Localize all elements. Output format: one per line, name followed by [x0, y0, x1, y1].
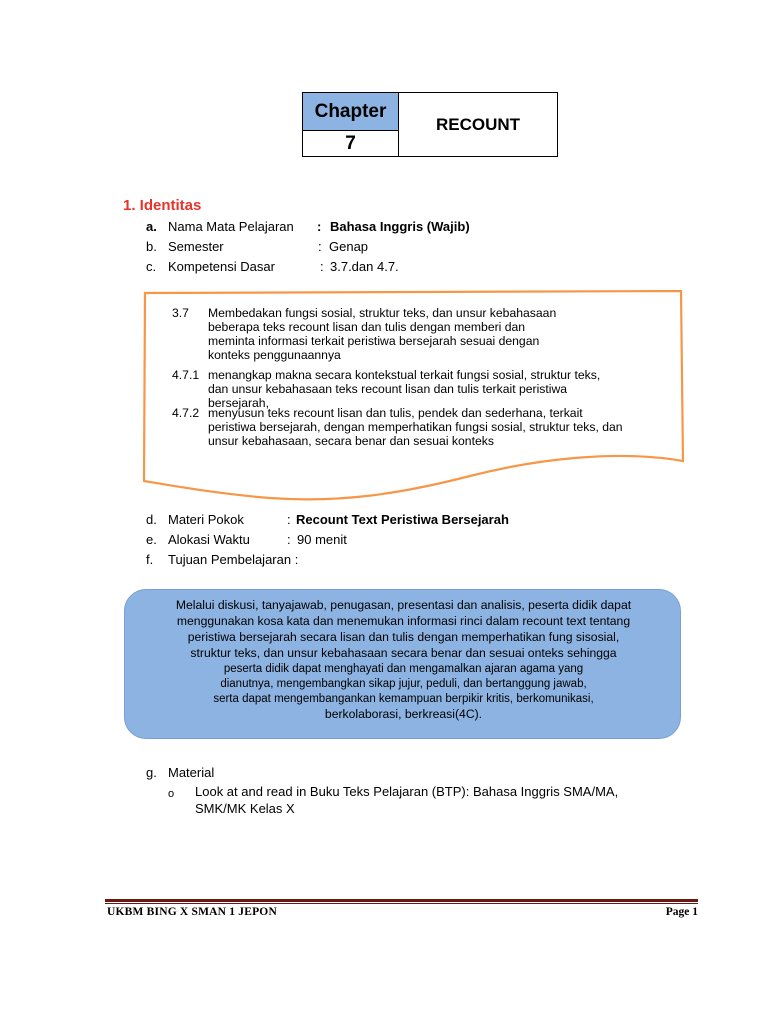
goal-line: peserta didik dapat menghayati dan mengamalkan ajaran agama yang: [223, 663, 584, 675]
identity-row: [0, 238, 768, 256]
goal-line: dianutnya, mengembangkan sikap jujur, peduli, dan bertanggung jawab,: [220, 678, 587, 690]
goal-line: menggunakan kosa kata dan menemukan informasi rinci dalam recount text tentang: [176, 614, 631, 628]
kd-line: meminta informasi terkait peristiwa bersejarah sesuai dengan: [208, 334, 540, 348]
material-line: Look at and read in Buku Teks Pelajaran (BTP): Bahasa Inggris SMA/MA,: [195, 784, 619, 799]
material-row: [0, 764, 768, 782]
kd-line: menangkap makna secara kontekstual terkait fungsi sosial, struktur teks,: [208, 368, 601, 382]
bullet-icon: o: [168, 788, 175, 800]
kd-line: dan unsur kebahasaan teks recount lisan dan tulis terkait peristiwa: [208, 382, 568, 396]
chapter-header-box: [302, 92, 558, 157]
kd-line: bersejarah,: [208, 396, 269, 410]
material-line: SMK/MK Kelas X: [195, 801, 295, 816]
footer-page-number: Page 1: [665, 906, 698, 918]
item-value: 3.7.dan 4.7.: [330, 259, 399, 274]
material-reference: [195, 783, 618, 817]
goal-line: peristiwa bersejarah secara lisan dan tulis dengan memperhatikan fung sisosial,: [187, 630, 620, 644]
item-marker: b.: [146, 239, 157, 254]
footer-course-label: UKBM BING X SMAN 1 JEPON: [107, 906, 277, 918]
item-key: Materi Pokok: [168, 512, 244, 527]
identity-row: [0, 511, 768, 529]
item-key: Semester: [168, 239, 224, 254]
item-marker: g.: [146, 765, 157, 780]
item-key: Tujuan Pembelajaran :: [168, 552, 299, 567]
item-key: Nama Mata Pelajaran: [168, 219, 294, 234]
goal-line: struktur teks, dan unsur kebahasaan secara benar dan sesuai onteks sehingga: [190, 646, 617, 660]
item-separator: :: [320, 259, 324, 274]
kd-line: Membedakan fungsi sosial, struktur teks, dan unsur kebahasaan: [208, 306, 557, 320]
chapter-number: 7: [303, 131, 399, 156]
item-key: Alokasi Waktu: [168, 532, 250, 547]
kd-item-3-7: [208, 306, 556, 362]
item-key: Kompetensi Dasar: [168, 259, 275, 274]
item-separator: :: [287, 512, 291, 527]
item-marker: e.: [146, 532, 157, 547]
item-marker: f.: [146, 552, 154, 567]
kd-line: menyusun teks recount lisan dan tulis, pendek dan sederhana, terkait: [208, 406, 583, 420]
goal-line: Melalui diskusi, tanyajawab, penugasan, presentasi dan analisis, peserta didik dapat: [175, 598, 632, 612]
item-marker: c.: [146, 259, 157, 274]
item-separator: :: [287, 532, 291, 547]
item-value: Genap: [329, 239, 369, 254]
item-separator: :: [318, 239, 322, 254]
kd-line: peristiwa bersejarah, dengan memperhatikan fungsi sosial, struktur teks, dan: [208, 420, 623, 434]
item-marker: d.: [146, 512, 157, 527]
chapter-title: RECOUNT: [435, 114, 521, 134]
item-value: 90 menit: [297, 532, 347, 547]
goal-line: berkolaborasi, berkreasi(4C).: [324, 707, 483, 721]
footer-divider: [105, 899, 698, 902]
footer-divider-thin: [105, 903, 698, 904]
kd-line: konteks penggunaannya: [208, 348, 341, 362]
tujuan-pembelajaran-box: [124, 589, 681, 739]
kd-item-4-7-2: [208, 406, 623, 448]
chapter-label: Chapter: [303, 93, 399, 131]
kd-code: 3.7: [172, 306, 189, 320]
material-label: Material: [168, 765, 215, 780]
item-value: Recount Text Peristiwa Bersejarah: [296, 512, 509, 527]
kd-line: unsur kebahasaan, secara benar dan sesuai konteks: [208, 434, 494, 448]
identity-row: [0, 218, 768, 236]
identity-row: [0, 551, 768, 569]
item-marker: a.: [146, 219, 157, 234]
item-separator: :: [317, 219, 322, 234]
kd-item-4-7-1: [208, 368, 600, 410]
kd-code: 4.7.2: [172, 406, 200, 420]
identity-row: [0, 258, 768, 276]
section-heading-identitas: 1. Identitas: [123, 197, 202, 214]
item-value: Bahasa Inggris (Wajib): [330, 219, 470, 234]
kd-line: beberapa teks recount lisan dan tulis dengan memberi dan: [208, 320, 526, 334]
kd-code: 4.7.1: [172, 368, 200, 382]
goal-line: serta dapat mengembangankan kemampuan berpikir kritis, berkomunikasi,: [213, 693, 594, 705]
identity-row: [0, 531, 768, 549]
